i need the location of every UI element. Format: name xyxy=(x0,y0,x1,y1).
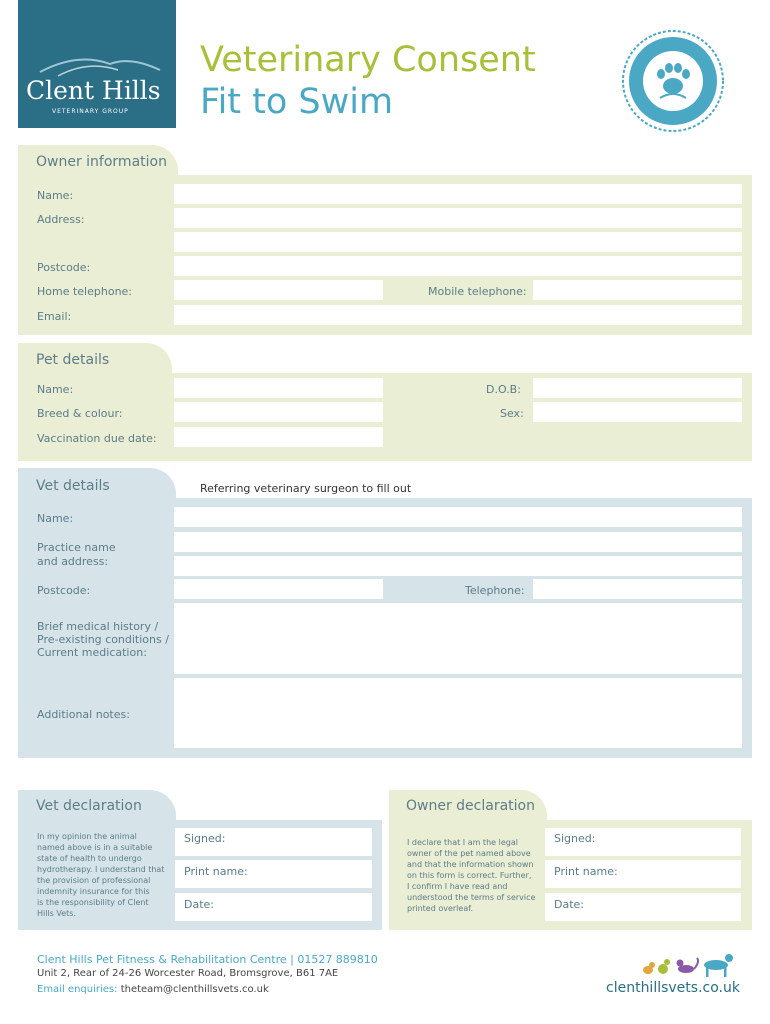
vet-print-name-label: Print name: xyxy=(184,865,248,878)
vet-declaration-line: indemnity insurance for this xyxy=(37,887,150,896)
owner-declaration-line: printed overleaf. xyxy=(407,904,474,913)
owner-declaration-text xyxy=(407,837,542,914)
vet-declaration-line: named above is in a suitable xyxy=(37,843,153,852)
pet-dob-field[interactable] xyxy=(533,378,742,398)
home-telephone-label: Home telephone: xyxy=(37,285,133,298)
mobile-telephone-field[interactable] xyxy=(533,280,742,300)
vet-declaration-text xyxy=(37,831,167,919)
vet-declaration-heading: Vet declaration xyxy=(36,798,142,814)
owner-declaration-heading: Owner declaration xyxy=(406,798,535,814)
history-label-2: Pre-existing conditions / xyxy=(37,633,169,646)
vet-signed-label: Signed: xyxy=(184,832,226,845)
breed-colour-field[interactable] xyxy=(174,402,383,422)
page-subtitle: Fit to Swim xyxy=(200,82,394,122)
additional-notes-field[interactable] xyxy=(174,678,742,748)
pet-sex-label: Sex: xyxy=(500,407,524,420)
owner-declaration-line: and that the information shown xyxy=(407,860,534,869)
mobile-telephone-label: Mobile telephone: xyxy=(428,285,527,298)
vet-details-heading: Vet details xyxy=(36,478,110,494)
pet-name-field[interactable] xyxy=(174,378,383,398)
practice-label-1: Practice name xyxy=(37,541,116,554)
vet-declaration-line: state of health to undergo xyxy=(37,854,142,863)
vet-postcode-field[interactable] xyxy=(174,579,383,599)
owner-address-field-2[interactable] xyxy=(174,232,742,252)
vet-telephone-label: Telephone: xyxy=(465,584,525,597)
history-label-3: Current medication: xyxy=(37,646,147,659)
pet-sex-field[interactable] xyxy=(533,402,742,422)
footer-email xyxy=(37,984,269,995)
owner-address-label: Address: xyxy=(37,213,85,226)
owner-declaration-line: understood the terms of service xyxy=(407,893,536,902)
vet-date-label: Date: xyxy=(184,898,214,911)
practice-field-2[interactable] xyxy=(174,556,742,576)
vet-declaration-line: is the responsibility of Clent xyxy=(37,898,149,907)
owner-date-label: Date: xyxy=(554,898,584,911)
owner-postcode-field[interactable] xyxy=(174,256,742,276)
owner-email-label: Email: xyxy=(37,310,72,323)
owner-info-heading: Owner information xyxy=(36,154,167,170)
pet-fitness-badge xyxy=(620,28,726,134)
history-label-1: Brief medical history / xyxy=(37,620,159,633)
vaccination-field[interactable] xyxy=(174,427,383,447)
footer-address: Unit 2, Rear of 24-26 Worcester Road, Bromsgrove, B61 7AE xyxy=(37,968,339,979)
animals-icon xyxy=(640,948,736,978)
vet-details-note: Referring veterinary surgeon to fill out xyxy=(200,482,412,495)
pet-details-heading: Pet details xyxy=(36,352,110,368)
owner-declaration-line: I confirm I have read and xyxy=(407,882,508,891)
owner-print-name-label: Print name: xyxy=(554,865,618,878)
vet-declaration-line: the provision of professional xyxy=(37,876,151,885)
home-telephone-field[interactable] xyxy=(174,280,383,300)
breed-colour-label: Breed & colour: xyxy=(37,407,123,420)
vet-declaration-line: In my opinion the animal xyxy=(37,832,137,841)
owner-postcode-label: Postcode: xyxy=(37,261,91,274)
owner-name-label: Name: xyxy=(37,189,74,202)
owner-declaration-line: on this form is correct. Further, xyxy=(407,871,532,880)
owner-address-field-1[interactable] xyxy=(174,208,742,228)
owner-email-field[interactable] xyxy=(174,305,742,325)
practice-field-1[interactable] xyxy=(174,532,742,552)
footer-centre-phone: Clent Hills Pet Fitness & Rehabilitation Centre | 01527 889810 xyxy=(37,953,378,966)
owner-declaration-line: owner of the pet named above xyxy=(407,849,531,858)
vet-telephone-field[interactable] xyxy=(533,579,742,599)
vet-postcode-label: Postcode: xyxy=(37,584,91,597)
additional-notes-label: Additional notes: xyxy=(37,708,130,721)
clent-hills-logo xyxy=(18,0,176,128)
pet-name-label: Name: xyxy=(37,383,74,396)
logo-subtitle: VETERINARY GROUP xyxy=(52,108,129,115)
medical-history-field[interactable] xyxy=(174,603,742,674)
vet-name-field[interactable] xyxy=(174,507,742,527)
practice-label-2: and address: xyxy=(37,555,109,568)
vet-declaration-line: hydrotherapy. I understand that xyxy=(37,865,165,874)
vet-declaration-line: Hills Vets. xyxy=(37,909,77,918)
owner-name-field[interactable] xyxy=(174,184,742,204)
page-title: Veterinary Consent xyxy=(200,40,536,80)
vet-name-label: Name: xyxy=(37,512,74,525)
owner-declaration-line: I declare that I am the legal xyxy=(407,838,518,847)
logo-name: Clent Hills xyxy=(26,76,161,105)
vaccination-label: Vaccination due date: xyxy=(37,432,157,445)
pet-dob-label: D.O.B: xyxy=(486,383,521,396)
website-link[interactable]: clenthillsvets.co.uk xyxy=(606,980,740,996)
footer-email-link[interactable]: theteam@clenthillsvets.co.uk xyxy=(120,984,269,995)
owner-signed-label: Signed: xyxy=(554,832,596,845)
footer-email-label: Email enquiries: xyxy=(37,984,118,995)
